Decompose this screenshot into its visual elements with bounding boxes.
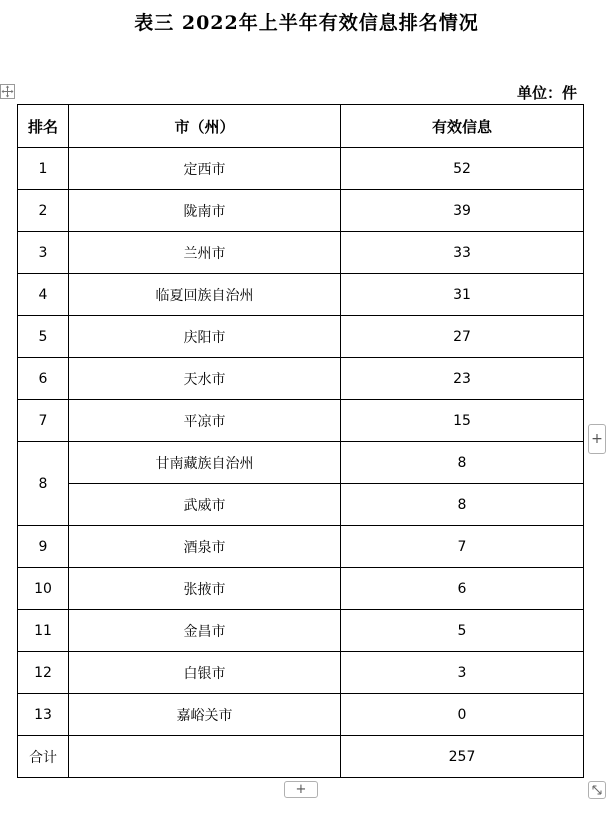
count-cell[interactable]: 3	[341, 652, 584, 694]
total-row	[18, 736, 584, 778]
rank-cell[interactable]: 2	[18, 190, 69, 232]
city-cell[interactable]: 白银市	[69, 652, 341, 694]
add-column-button[interactable]: +	[588, 424, 606, 454]
city-cell[interactable]: 兰州市	[69, 232, 341, 274]
rank-cell[interactable]: 1	[18, 148, 69, 190]
rank-cell[interactable]: 13	[18, 694, 69, 736]
count-cell[interactable]: 6	[341, 568, 584, 610]
rank-cell[interactable]: 5	[18, 316, 69, 358]
unit-label: 单位：件	[516, 84, 577, 102]
table-row	[18, 526, 584, 568]
city-cell[interactable]: 甘南藏族自治州	[69, 442, 341, 484]
city-cell[interactable]: 陇南市	[69, 190, 341, 232]
table-row	[18, 652, 584, 694]
count-cell[interactable]: 5	[341, 610, 584, 652]
table-row	[18, 610, 584, 652]
header-count[interactable]: 有效信息	[341, 105, 584, 148]
header-rank[interactable]: 排名	[18, 105, 69, 148]
rank-cell[interactable]: 11	[18, 610, 69, 652]
table-row	[18, 484, 584, 526]
count-cell[interactable]: 31	[341, 274, 584, 316]
city-cell[interactable]: 临夏回族自治州	[69, 274, 341, 316]
table-row	[18, 190, 584, 232]
count-cell[interactable]: 52	[341, 148, 584, 190]
table-header-row	[18, 105, 584, 148]
count-cell[interactable]: 15	[341, 400, 584, 442]
city-cell[interactable]: 张掖市	[69, 568, 341, 610]
header-city[interactable]: 市（州）	[69, 105, 341, 148]
rank-cell[interactable]: 9	[18, 526, 69, 568]
table-row	[18, 358, 584, 400]
rank-cell-merged[interactable]: 8	[18, 442, 69, 526]
count-cell[interactable]: 33	[341, 232, 584, 274]
add-row-button[interactable]: +	[284, 781, 318, 798]
resize-icon[interactable]	[588, 781, 606, 799]
table-row	[18, 694, 584, 736]
city-cell[interactable]: 金昌市	[69, 610, 341, 652]
total-city-cell[interactable]	[69, 736, 341, 778]
table-move-handle-icon[interactable]	[0, 84, 15, 99]
rank-cell[interactable]: 6	[18, 358, 69, 400]
city-cell[interactable]: 天水市	[69, 358, 341, 400]
table-row	[18, 232, 584, 274]
table-row	[18, 442, 584, 484]
table-row	[18, 148, 584, 190]
count-cell[interactable]: 39	[341, 190, 584, 232]
city-cell[interactable]: 定西市	[69, 148, 341, 190]
city-cell[interactable]: 庆阳市	[69, 316, 341, 358]
rank-cell[interactable]: 4	[18, 274, 69, 316]
rank-cell[interactable]: 10	[18, 568, 69, 610]
table-title: 表三 2022年上半年有效信息排名情况	[134, 12, 479, 34]
table-row	[18, 274, 584, 316]
city-cell[interactable]: 平凉市	[69, 400, 341, 442]
count-cell[interactable]: 8	[341, 442, 584, 484]
count-cell[interactable]: 8	[341, 484, 584, 526]
table-row	[18, 400, 584, 442]
total-count-cell[interactable]: 257	[341, 736, 584, 778]
city-cell[interactable]: 酒泉市	[69, 526, 341, 568]
city-cell[interactable]: 嘉峪关市	[69, 694, 341, 736]
count-cell[interactable]: 23	[341, 358, 584, 400]
total-label-cell[interactable]: 合计	[18, 736, 69, 778]
count-cell[interactable]: 0	[341, 694, 584, 736]
ranking-table	[17, 104, 584, 778]
table-row	[18, 568, 584, 610]
count-cell[interactable]: 27	[341, 316, 584, 358]
rank-cell[interactable]: 3	[18, 232, 69, 274]
rank-cell[interactable]: 7	[18, 400, 69, 442]
table-row	[18, 316, 584, 358]
city-cell[interactable]: 武威市	[69, 484, 341, 526]
rank-cell[interactable]: 12	[18, 652, 69, 694]
count-cell[interactable]: 7	[341, 526, 584, 568]
